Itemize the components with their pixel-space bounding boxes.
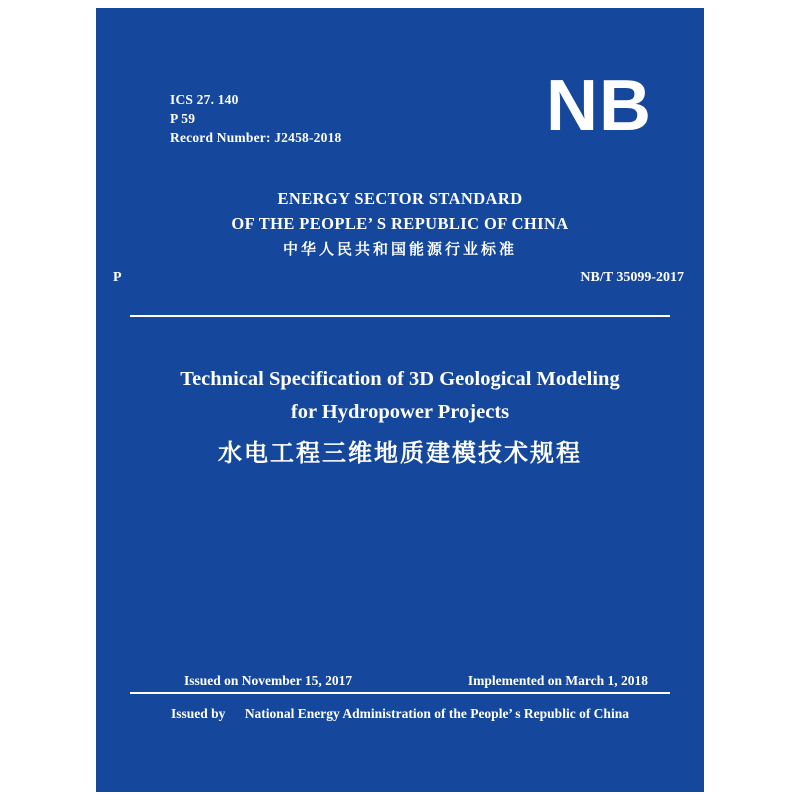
issued-on-date: Issued on November 15, 2017 — [184, 673, 353, 688]
ics-number: ICS 27. 140 — [170, 92, 239, 107]
main-title-en-line2: for Hydropower Projects — [290, 401, 510, 423]
nb-logo: NB — [546, 66, 652, 146]
standard-title-en — [96, 186, 704, 236]
category-letter: P — [113, 270, 122, 285]
issued-by-organization: National Energy Administration of the People’ s Republic of China — [244, 706, 629, 721]
standard-title-cn: 中华人民共和国能源行业标准 — [282, 240, 517, 258]
code-row — [96, 270, 704, 292]
record-number: Record Number: J2458-2018 — [170, 130, 342, 145]
standard-cover — [96, 8, 704, 792]
divider-bottom — [130, 692, 670, 694]
main-title-en — [136, 363, 664, 429]
divider-top — [130, 315, 670, 317]
standard-number: NB/T 35099-2017 — [580, 270, 684, 285]
main-title-en-line1: Technical Specification of 3D Geological Modeling — [180, 368, 620, 390]
classification-code: P 59 — [170, 111, 196, 126]
main-title-cn: 水电工程三维地质建模技术规程 — [218, 439, 582, 467]
ics-info-block — [170, 90, 341, 147]
cover-header — [96, 66, 704, 158]
issued-by-label: Issued by — [171, 706, 226, 721]
standard-title-line1: ENERGY SECTOR STANDARD — [277, 189, 523, 208]
implemented-on-date: Implemented on March 1, 2018 — [467, 673, 648, 688]
issued-by-row — [96, 706, 704, 722]
standard-title-line2: OF THE PEOPLE’ S REPUBLIC OF CHINA — [231, 214, 569, 233]
